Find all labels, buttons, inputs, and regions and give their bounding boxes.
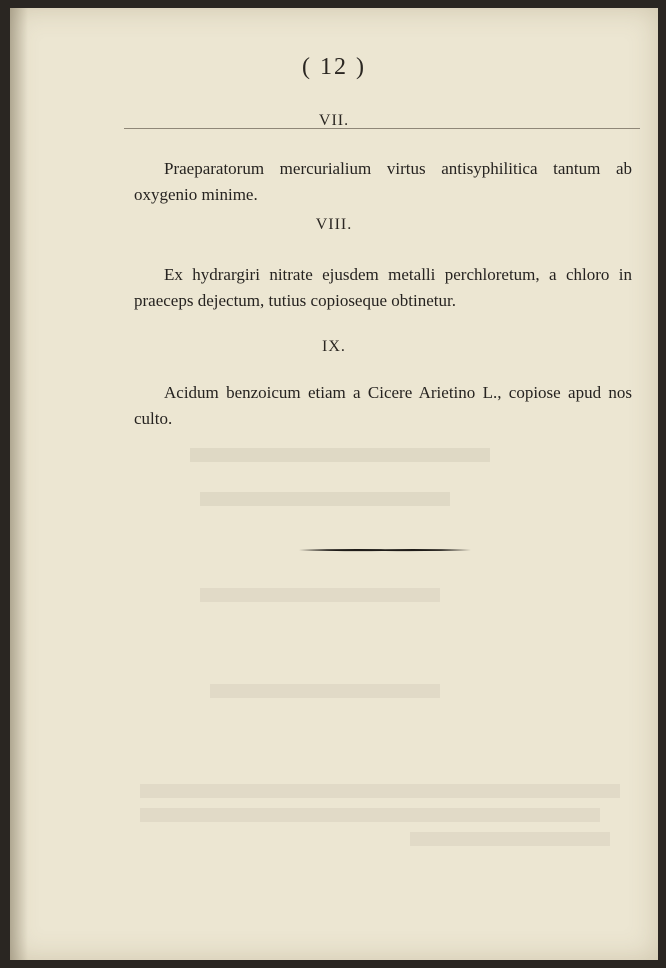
bleed-through-line — [410, 832, 610, 846]
thesis-text: Ex hydrargiri nitrate ejusdem metalli perchloretum, a chloro in praeceps dejectum, tutius copioseque obtinetur. — [134, 265, 632, 310]
thesis-text: Acidum benzoicum etiam a Cicere Arietino L., copiose apud nos culto. — [134, 383, 632, 428]
bleed-through-line — [200, 492, 450, 506]
section-numeral: VIII. — [315, 216, 353, 233]
section-numeral: IX. — [322, 338, 346, 355]
book-page — [10, 8, 658, 960]
bleed-through-line — [200, 588, 440, 602]
bleed-through-line — [140, 784, 620, 798]
bleed-through-line — [210, 684, 440, 698]
thesis-text: Praeparatorum mercurialium virtus antisyphilitica tantum ab oxygenio minime. — [134, 159, 632, 204]
bleed-through-line — [190, 448, 490, 462]
page-gutter-shadow — [10, 8, 28, 960]
page-number: ( 12 ) — [302, 54, 366, 80]
ornamental-divider — [299, 548, 471, 552]
bleed-through-line — [140, 808, 600, 822]
section-numeral: VII. — [318, 112, 350, 129]
